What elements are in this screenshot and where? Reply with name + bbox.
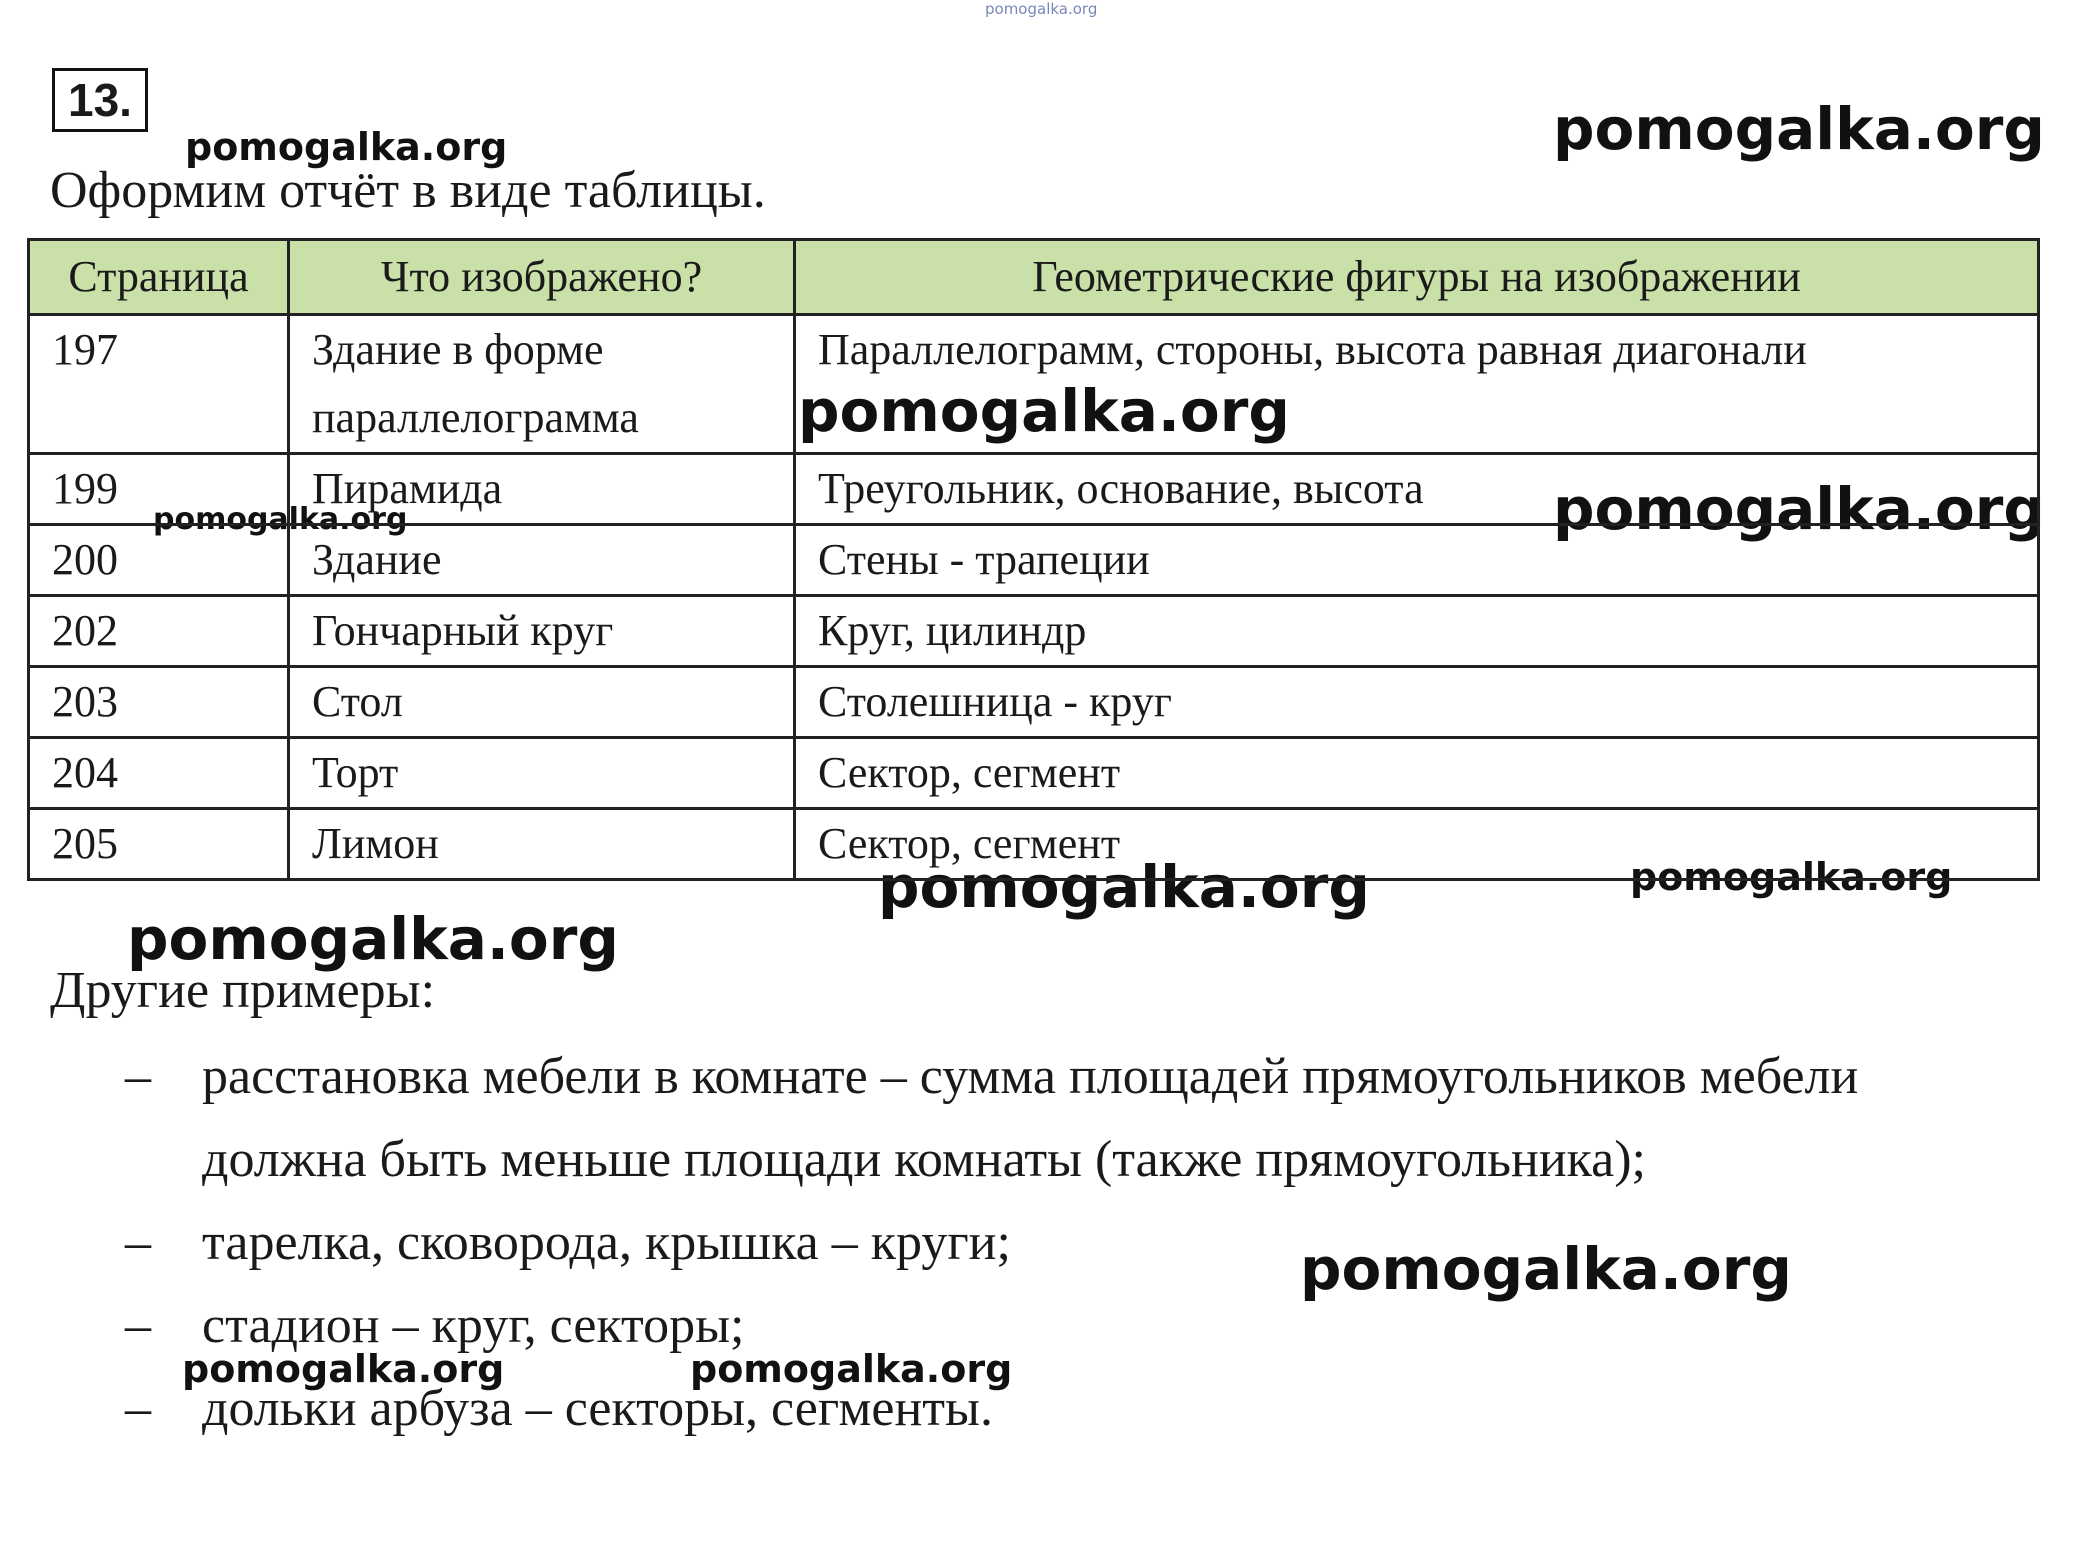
watermark: pomogalka.org <box>878 853 1370 921</box>
cell-page: 200 <box>29 525 289 596</box>
watermark: pomogalka.org <box>1300 1235 1792 1303</box>
list-item <box>125 1035 1925 1201</box>
watermark: pomogalka.org <box>153 502 408 537</box>
list-item-text: расстановка мебели в комнате – сумма площадей прямоугольников мебели должна быть меньше площади комнаты (также прямоугольника); <box>202 1048 1859 1188</box>
cell-depicted: Лимон <box>289 809 795 880</box>
list-item <box>125 1367 1925 1450</box>
cell-depicted: Торт <box>289 738 795 809</box>
dash-bullet: – <box>125 1214 151 1271</box>
cell-depicted: Пирамида <box>289 454 795 525</box>
watermark: pomogalka.org <box>127 905 619 973</box>
cell-shapes: Круг, цилиндр <box>795 596 2039 667</box>
watermark: pomogalka.org <box>690 1347 1013 1391</box>
table-row <box>29 596 2039 667</box>
watermark: pomogalka.org <box>798 377 1290 445</box>
dash-bullet: – <box>125 1048 151 1105</box>
watermark-top: pomogalka.org <box>985 0 1098 18</box>
cell-shapes: Треугольник, основание, высота <box>795 454 2039 525</box>
watermark: pomogalka.org <box>1630 855 1953 899</box>
task-number: 13. <box>52 68 148 132</box>
cell-depicted: Здание <box>289 525 795 596</box>
cell-shapes: Столешница - круг <box>795 667 2039 738</box>
table-row <box>29 667 2039 738</box>
cell-page: 203 <box>29 667 289 738</box>
table-row <box>29 809 2039 880</box>
column-header-shapes: Геометрические фигуры на изображении <box>795 240 2039 315</box>
cell-page: 199 <box>29 454 289 525</box>
report-table <box>27 238 2040 881</box>
intro-text: Оформим отчёт в виде таблицы. <box>50 162 766 219</box>
column-header-page: Страница <box>29 240 289 315</box>
cell-page: 204 <box>29 738 289 809</box>
table-row <box>29 454 2039 525</box>
cell-depicted: Гончарный круг <box>289 596 795 667</box>
examples-list <box>125 1035 1925 1450</box>
list-item-text: дольки арбуза – секторы, сегменты. <box>202 1380 993 1437</box>
table-row <box>29 738 2039 809</box>
cell-page: 202 <box>29 596 289 667</box>
list-item <box>125 1201 1925 1284</box>
watermark: pomogalka.org <box>182 1347 505 1391</box>
list-item-text: стадион – круг, секторы; <box>202 1297 745 1354</box>
cell-depicted: Здание в форме параллелограмма <box>289 315 795 454</box>
watermark: pomogalka.org <box>1553 475 2045 543</box>
cell-shapes: Сектор, сегмент <box>795 738 2039 809</box>
list-item-text: тарелка, сковорода, крышка – круги; <box>202 1214 1011 1271</box>
table-header-row <box>29 240 2039 315</box>
cell-depicted: Стол <box>289 667 795 738</box>
cell-shapes: Параллелограмм, стороны, высота равная диагонали <box>795 315 2039 454</box>
list-item <box>125 1284 1925 1367</box>
dash-bullet: – <box>125 1297 151 1354</box>
table-row <box>29 315 2039 454</box>
cell-shapes: Сектор, сегмент <box>795 809 2039 880</box>
cell-shapes: Стены - трапеции <box>795 525 2039 596</box>
watermark: pomogalka.org <box>1553 95 2045 163</box>
dash-bullet: – <box>125 1380 151 1437</box>
column-header-depicted: Что изображено? <box>289 240 795 315</box>
other-examples-title: Другие примеры: <box>50 962 436 1019</box>
cell-page: 197 <box>29 315 289 454</box>
cell-page: 205 <box>29 809 289 880</box>
table-row <box>29 525 2039 596</box>
watermark: pomogalka.org <box>185 125 508 169</box>
